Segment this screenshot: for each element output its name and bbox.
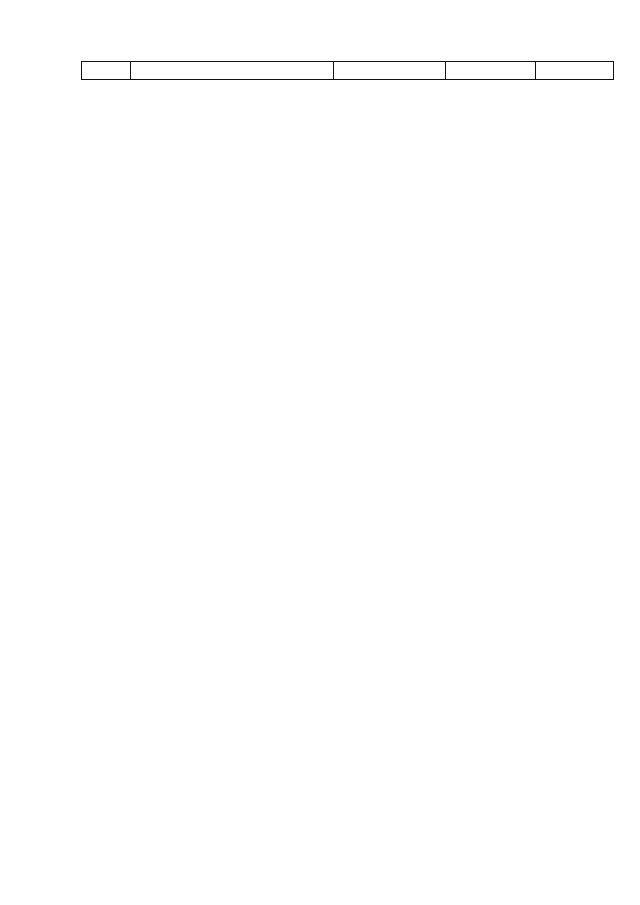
column-header-4: [446, 62, 536, 80]
column-header-2: [131, 62, 334, 80]
column-header-row: [81, 61, 614, 80]
column-header-3: [334, 62, 446, 80]
column-header-5: [536, 62, 614, 80]
column-header-1: [82, 62, 131, 80]
